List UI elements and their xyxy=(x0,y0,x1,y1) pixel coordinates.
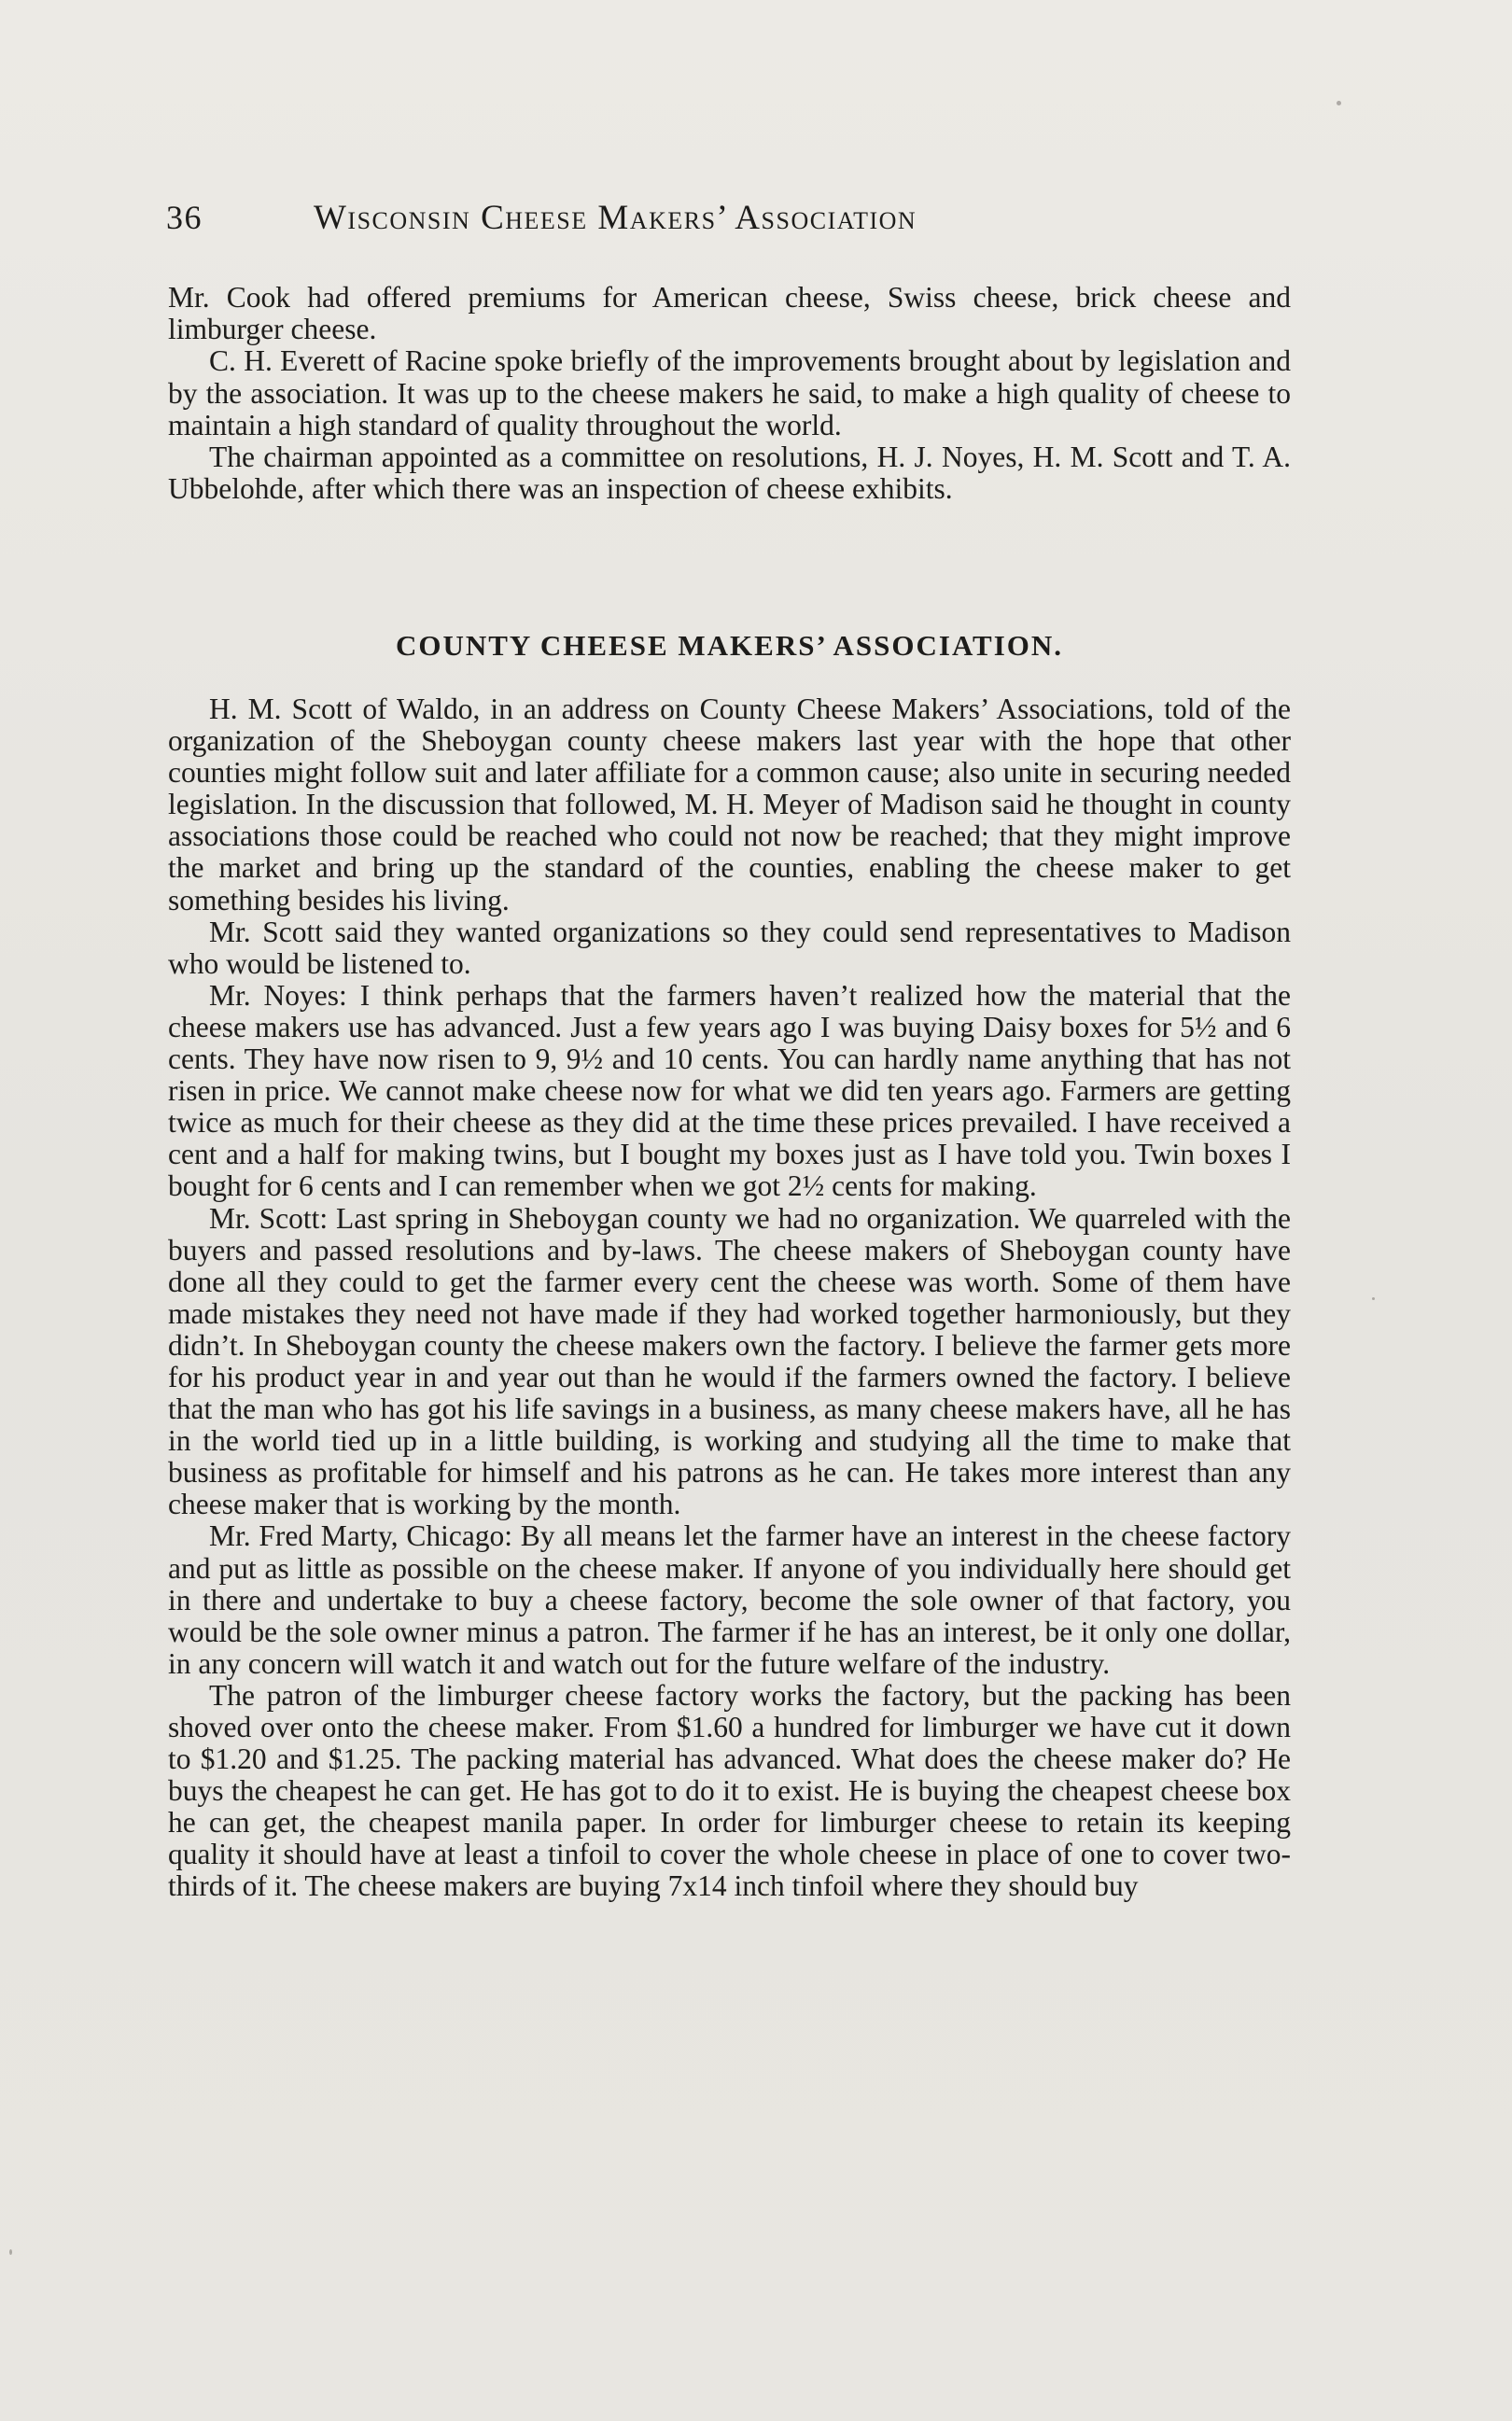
section-heading: COUNTY CHEESE MAKERS’ ASSOCIATION. xyxy=(395,629,1064,662)
paragraph: The chairman appointed as a committee on resolutions, H. J. Noyes, H. M. Scott and T. A. Ubbelohde, after which there was an inspection of cheese exhibits. xyxy=(168,441,1291,506)
paragraph: The patron of the limburger cheese factory works the factory, but the packing has been shoved over onto the cheese maker. From $1.60 a hundred for limburger we have cut it down to $1.20 and $1.25. The packing material has advanced. What does the cheese maker do? He buys the cheapest he can get. He has got to do it to exist. He is buying the cheapest cheese box he can get, the cheapest manila paper. In order for limburger cheese to retain its keeping quality it should have at least a tinfoil to cover the whole cheese in place of one to cover two-thirds of it. The cheese makers are buying 7x14 inch tinfoil where they should buy xyxy=(168,1678,1291,1903)
running-title: Wisconsin Cheese Makers’ Association xyxy=(314,199,917,237)
section-body xyxy=(168,693,1291,1903)
paragraph: Mr. Fred Marty, Chicago: By all means let the farmer have an interest in the cheese factory and put as little as possible on the cheese maker. If anyone of you individually here should get in there and undertake to buy a cheese factory, become the sole owner of that factory, you would be the sole owner minus a patron. The farmer if he has an interest, be it only one dollar, in any concern will watch it and watch out for the future welfare of the industry. xyxy=(168,1519,1291,1680)
intro-text xyxy=(168,282,1291,505)
page-header xyxy=(166,198,1286,245)
paper-speck xyxy=(1372,1297,1375,1300)
paragraph: H. M. Scott of Waldo, in an address on County Cheese Makers’ Associations, told of the organization of the Sheboygan county cheese makers last year with the hope that other counties might follow suit and later affiliate for a common cause; also unite in securing needed legislation. In the discussion that followed, M. H. Meyer of Madison said he thought in county associations those could be reached who could not now be reached; that they might improve the market and bring up the standard of the counties, enabling the cheese maker to get something besides his living. xyxy=(168,693,1291,917)
paragraph: Mr. Cook had offered premiums for American cheese, Swiss cheese, brick cheese and limburger cheese. xyxy=(168,281,1291,346)
paper-speck xyxy=(1337,101,1341,105)
paragraph: C. H. Everett of Racine spoke briefly of the improvements brought about by legislation and by the association. It was up to the cheese makers he said, to make a high quality of cheese to maintain a high standard of quality throughout the world. xyxy=(168,344,1291,441)
paragraph: Mr. Noyes: I think perhaps that the farmers haven’t realized how the material that the cheese makers use has advanced. Just a few years ago I was buying Daisy boxes for 5½ and 6 cents. They have now risen to 9, 9½ and 10 cents. You can hardly name anything that has not risen in price. We cannot make cheese now for what we did ten years ago. Farmers are getting twice as much for their cheese as they did at the time these prices prevailed. I have received a cent and a half for making twins, but I bought my boxes just as I have told you. Twin boxes I bought for 6 cents and I can remember when we got 2½ cents for making. xyxy=(168,978,1291,1203)
page-number: 36 xyxy=(166,199,203,236)
paper-speck xyxy=(9,2249,12,2255)
paragraph: Mr. Scott: Last spring in Sheboygan county we had no organization. We quarreled with the buyers and passed resolutions and by-laws. The cheese makers of Sheboygan county have done all they could to get the farmer every cent the cheese was worth. Some of them have made mistakes they need not have made if they had worked together harmoniously, but they didn’t. In Sheboygan county the cheese makers own the factory. I believe the farmer gets more for his product year in and year out than he would if the farmers owned the factory. I believe that the man who has got his life savings in a business, as many cheese makers have, all he has in the world tied up in a little building, is working and studying all the time to make that business as profitable for himself and his patrons as he can. He takes more interest than any cheese maker that is working by the month. xyxy=(168,1201,1291,1521)
paragraph: Mr. Scott said they wanted organizations so they could send representatives to Madison who would be listened to. xyxy=(168,915,1291,980)
